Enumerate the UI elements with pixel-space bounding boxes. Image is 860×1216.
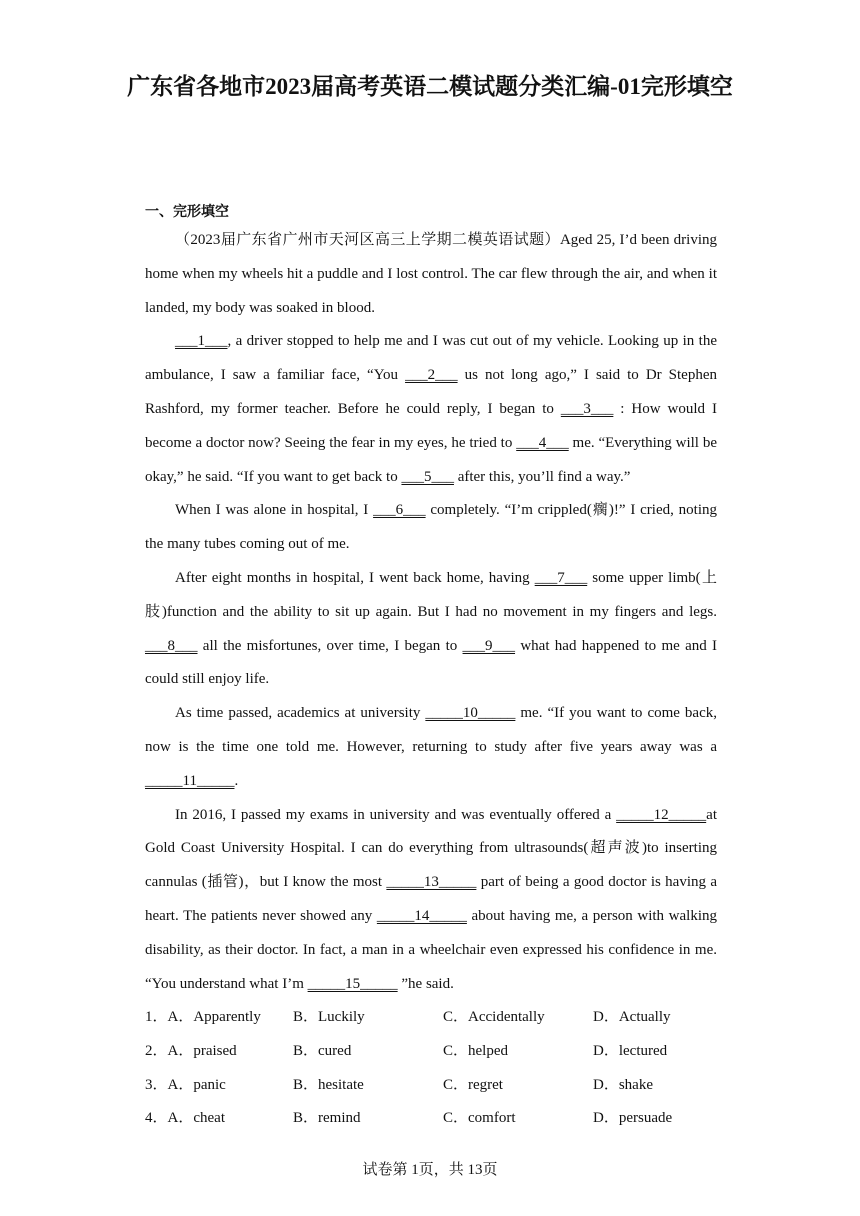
question-option-a [145,1001,261,1035]
blank-3: ___3___ [560,400,614,417]
option-d-label: D．shake [593,1076,653,1093]
blank-13: _____13_____ [386,874,477,891]
section-heading: 一、完形填空 [145,204,229,220]
question-number: 3． [145,1076,168,1093]
option-d-label: D．Actually [593,1009,671,1025]
passage-text: After eight months in hospital, I went back home, having [175,569,535,586]
blank-10: _____10_____ [425,705,516,722]
passage-text: all the misfortunes, over time, I began to [197,637,463,654]
option-c-label: C．regret [443,1076,503,1093]
passage-text: me. “Everything will be okay,” he said. “If you want to get back to [145,434,717,485]
passage-text: （2023届广东省广州市天河区高三上学期二模英语试题）Aged 25, I’d been driving home when my wheels hit a puddle and I lost control. The car flew through the air, and when it landed, my body was soaked in blood. [145,232,717,316]
passage-text: me. “If you want to come back, now is the time one told me. However, returning to study after five years away was a [145,705,717,755]
blank-9: ___9___ [462,637,516,654]
paragraph-5 [145,697,717,798]
blank-6: ___6___ [373,502,426,519]
passage-text: When I was alone in hospital, I [175,502,374,519]
passage-text: at Gold Coast University Hospital. I can do everything from ultrasounds(超声波)to inserting cannulas (插管)，but I know the most [145,806,717,891]
page-title: 广东省各地市2023届高考英语二模试题分类汇编-01完形填空 [127,74,733,99]
option-a-label: A．praised [167,1042,237,1059]
option-b-label: B．cured [293,1042,352,1059]
page-footer: 试卷第 1页，共 13页 [362,1162,498,1178]
answer-options [145,1001,745,1136]
question-row-1 [145,1001,745,1035]
question-number: 1． [145,1009,168,1025]
passage-text: part of being a good doctor is having a heart. The patients never showed any [145,874,717,924]
option-b-label: B．remind [293,1110,361,1127]
option-a-label: A．cheat [167,1110,225,1127]
blank-11: _____11_____ [145,772,235,789]
passage-text: completely. “I’m crippled(瘸)!” I cried, noting the many tubes coming out of me. [145,502,717,553]
paragraph-3 [145,494,717,562]
paragraph-4 [145,562,717,697]
blank-7: ___7___ [534,569,588,586]
question-row-3 [145,1069,745,1103]
option-d-label: D．persuade [593,1110,673,1127]
blank-4: ___4___ [516,434,569,451]
passage-text: : How would I become a doctor now? Seeing the fear in my eyes, he tried to [145,400,718,451]
question-row-2 [145,1035,745,1069]
blank-15: _____15_____ [307,975,398,992]
passage-text: In 2016, I passed my exams in university and was eventually offered a [175,806,617,823]
passage-text: some upper limb(上肢)function and the ability to sit up again. But I had no movement in my fingers and legs. [145,569,717,620]
question-option-a [145,1069,226,1103]
blank-8: ___8___ [145,637,198,654]
option-b-label: B．Luckily [293,1009,365,1025]
passage-text: what had happened to me and I could still enjoy life. [145,637,718,688]
passage-text: after this, you’ll find a way.” [453,468,631,485]
option-b-label: B．hesitate [293,1076,364,1093]
option-c-label: C．helped [443,1042,508,1059]
blank-14: _____14_____ [376,907,467,924]
blank-12: _____12_____ [616,806,707,823]
passage-text: ”he said. [397,975,454,992]
passage-text: , a driver stopped to help me and I was cut out of my vehicle. Looking up in the ambulance, I saw a familiar face, “You [145,333,717,384]
question-number: 4． [145,1110,168,1127]
option-c-label: C．Accidentally [443,1009,545,1025]
passage-text: us not long ago,” I said to Dr Stephen Rashford, my former teacher. Before he could reply, I began to [145,367,717,417]
question-number: 2． [145,1042,168,1059]
blank-5: ___5___ [401,468,454,485]
paragraph-1 [145,224,717,325]
option-c-label: C．comfort [443,1110,516,1127]
passage [145,224,717,1001]
passage-text: about having me, a person with walking disability, as their doctor. In fact, a man in a wheelchair even expressed his confidence in me. “You understand what I’m [145,907,717,992]
blank-2: ___2___ [405,367,458,384]
question-option-a [145,1035,237,1069]
paragraph-2 [145,325,717,494]
option-a-label: A．panic [167,1076,226,1093]
blank-1: ___1___ [175,333,228,350]
option-a-label: A．Apparently [167,1009,261,1025]
question-option-a [145,1102,225,1136]
question-row-4 [145,1102,745,1136]
passage-text: . [234,772,239,789]
option-d-label: D．lectured [593,1042,668,1059]
passage-text: As time passed, academics at university [175,705,426,722]
paragraph-6 [145,799,717,1002]
